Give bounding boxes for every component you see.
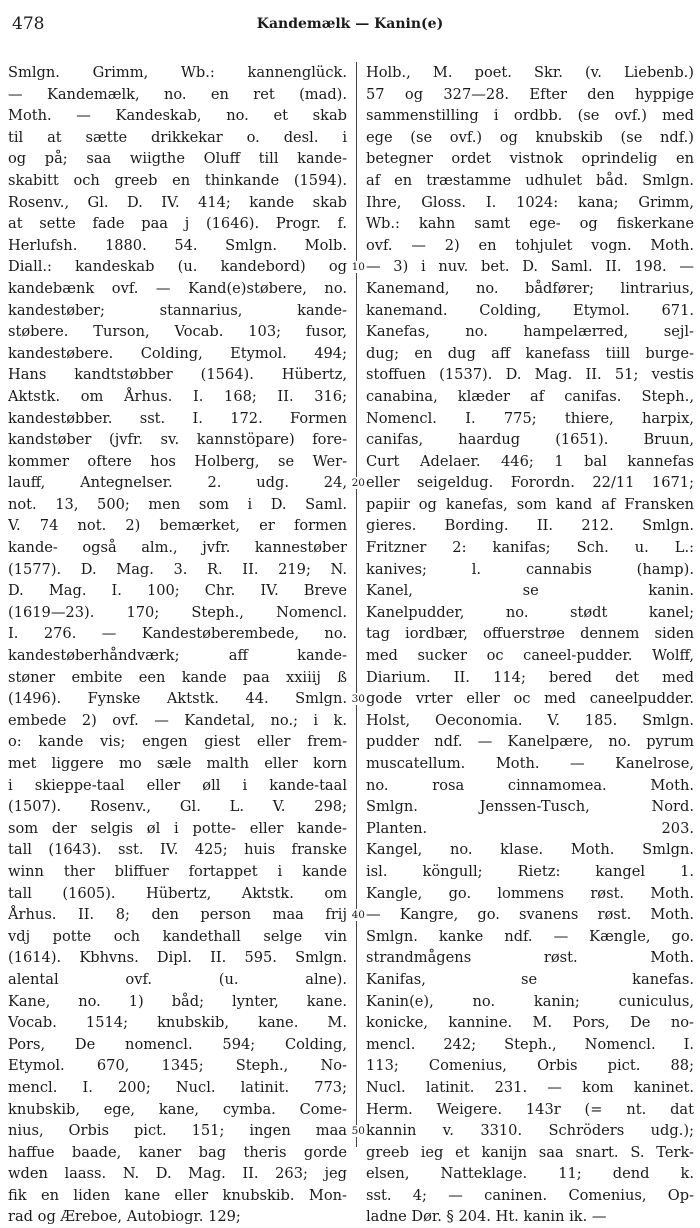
text-line: pudder ndf. — Kanelpære, no. pyrum	[366, 733, 694, 751]
text-line: (1507). Rosenv., Gl. L. V. 298;	[8, 798, 347, 816]
text-line: ege (se ovf.) og knubskib (se ndf.)	[366, 128, 694, 146]
text-line: kanemand. Colding, Etymol. 671.	[366, 301, 694, 319]
text-line: Pors, De nomencl. 594; Colding,	[8, 1035, 347, 1053]
text-line: sst. 4; — caninen. Comenius, Op-	[366, 1186, 694, 1204]
text-line: Kanin(e), no. kanin; cuniculus,	[366, 992, 694, 1010]
text-line: kandebænk ovf. — Kand(e)støbere, no.	[8, 279, 347, 297]
text-line: mencl. I. 200; Nucl. latinit. 773;	[8, 1078, 347, 1096]
text-line: Kangel, no. klase. Moth. Smlgn.	[366, 841, 694, 859]
text-line: ladne Dør. § 204. Ht. kanin ik. —	[366, 1208, 607, 1226]
text-line: stoffuen (1537). D. Mag. II. 51; vestis	[366, 366, 694, 384]
text-line: isl. köngull; Rietz: kangel 1.	[366, 862, 694, 880]
text-line: Moth. — Kandeskab, no. et skab	[8, 107, 347, 125]
left-column	[8, 62, 347, 1228]
text-line: met liggere mo sæle malth eller korn	[8, 755, 347, 772]
text-line: tall (1605). Hübertz, Aktstk. om	[8, 884, 347, 902]
text-line: Curt Adelaer. 446; 1 bal kannefas	[366, 452, 694, 470]
text-line: Kanefas, no. hampelærred, sejl-	[366, 323, 694, 341]
text-line: betegner ordet vistnok oprindelig en	[366, 150, 694, 168]
text-line: i skieppe-taal eller øll i kande-taal	[8, 776, 347, 794]
right-column	[366, 62, 694, 1228]
text-line: Kanifas, se kanefas.	[366, 970, 694, 988]
text-line: gieres. Bording. II. 212. Smlgn.	[366, 517, 694, 535]
text-line: D. Mag. I. 100; Chr. IV. Breve	[8, 582, 347, 600]
text-line: (1614). Kbhvns. Dipl. II. 595. Smlgn.	[8, 949, 347, 967]
text-line: Nomencl. I. 775; thiere, harpix,	[366, 409, 694, 427]
text-line: I. 276. — Kandestøberembede, no.	[8, 625, 347, 643]
text-line: Århus. II. 8; den person maa frij	[8, 906, 347, 924]
text-line: muscatellum. Moth. — Kanelrose,	[366, 755, 694, 772]
text-line: Kane, no. 1) båd; lynter, kane.	[8, 992, 347, 1010]
line-number: 20	[347, 477, 365, 489]
text-line: Vocab. 1514; knubskib, kane. M.	[8, 1014, 347, 1032]
text-line: at sette fade paa j (1646). Progr. f.	[8, 215, 347, 233]
text-line: Herm. Weigere. 143r (= nt. dat	[366, 1100, 694, 1118]
text-line: (1577). D. Mag. 3. R. II. 219; N.	[8, 560, 347, 578]
text-line: V. 74 not. 2) bemærket, er formen	[8, 517, 347, 535]
text-line: støbere. Turson, Vocab. 103; fusor,	[8, 323, 347, 341]
text-line: not. 13, 500; men som i D. Saml.	[8, 495, 347, 513]
text-line: Wb.: kahn samt ege- og fiskerkane	[366, 215, 694, 233]
column-divider	[356, 62, 357, 1147]
text-line: greeb ieg et kanijn saa snart. S. Terk-	[366, 1143, 694, 1161]
text-line: af en træstamme udhulet båd. Smlgn.	[366, 171, 694, 189]
text-line: og på; saa wiigthe Oluff till kande-	[8, 150, 347, 168]
text-line: ovf. — 2) en tohjulet vogn. Moth.	[366, 236, 694, 254]
text-line: skabitt och greeb en thinkande (1594).	[8, 171, 347, 189]
text-line: tall (1643). sst. IV. 425; huis franske	[8, 841, 347, 859]
page-header	[12, 14, 688, 40]
text-line: konicke, kannine. M. Pors, De no-	[366, 1014, 694, 1032]
text-line: Herlufsh. 1880. 54. Smlgn. Molb.	[8, 236, 347, 254]
text-line: haffue baade, kaner bag theris gorde	[8, 1143, 347, 1161]
text-line: nius, Orbis pict. 151; ingen maa	[8, 1122, 347, 1140]
running-head: Kandemælk — Kanin(e)	[256, 16, 444, 32]
line-number: 10	[347, 261, 365, 273]
text-line: no. rosa cinnamomea. Moth.	[366, 776, 694, 794]
text-line: Nucl. latinit. 231. — kom kaninet.	[366, 1078, 694, 1096]
text-line: (1619—23). 170; Steph., Nomencl.	[8, 603, 347, 621]
text-line: knubskib, ege, kane, cymba. Come-	[8, 1100, 347, 1118]
text-line: kommer oftere hos Holberg, se Wer-	[8, 452, 347, 470]
text-line: alental ovf. (u. alne).	[8, 970, 347, 988]
text-line: — 3) i nuv. bet. D. Saml. II. 198. —	[366, 258, 694, 276]
text-line: Aktstk. om Århus. I. 168; II. 316;	[8, 387, 347, 405]
text-line: — Kandemælk, no. en ret (mad).	[8, 85, 347, 103]
text-line: — Kangre, go. svanens røst. Moth.	[366, 906, 694, 924]
text-line: kandstøber (jvfr. sv. kannstöpare) fore-	[8, 431, 347, 449]
text-line: Diall.: kandeskab (u. kandebord) og	[8, 258, 347, 276]
text-line: 113; Comenius, Orbis pict. 88;	[366, 1057, 694, 1075]
text-line: Hans kandtstøbber (1564). Hübertz,	[8, 366, 347, 384]
text-line: gode vrter eller oc med caneelpudder.	[366, 690, 694, 708]
text-line: kanives; l. cannabis (hamp).	[366, 560, 694, 578]
text-line: Kanel, se kanin.	[366, 582, 694, 600]
text-line: (1496). Fynske Aktstk. 44. Smlgn.	[8, 690, 347, 708]
text-line: Kangle, go. lommens røst. Moth.	[366, 884, 694, 902]
text-line: Kanelpudder, no. stødt kanel;	[366, 603, 694, 621]
text-line: embede 2) ovf. — Kandetal, no.; i k.	[8, 711, 347, 729]
text-line: lauff, Antegnelser. 2. udg. 24,	[8, 474, 347, 492]
text-line: o: kande vis; engen giest eller frem-	[8, 733, 347, 751]
text-line: vdj potte och kandethall selge vin	[8, 927, 347, 945]
text-line: dug; en dug aff kanefass tiill burge-	[366, 344, 694, 362]
text-line: sammenstilling i ordbb. (se ovf.) med	[366, 107, 694, 125]
text-line: winn ther bliffuer fortappet i kande	[8, 862, 347, 880]
text-line: Kanemand, no. bådfører; lintrarius,	[366, 279, 694, 297]
text-line: Rosenv., Gl. D. IV. 414; kande skab	[8, 193, 347, 211]
line-number: 50	[347, 1125, 365, 1137]
text-line: Smlgn. kanke ndf. — Kængle, go.	[366, 927, 694, 945]
text-line: til at sætte drikkekar o. desl. i	[8, 128, 347, 146]
text-line: Smlgn. Grimm, Wb.: kannenglück.	[8, 64, 347, 81]
line-number: 40	[347, 909, 365, 921]
text-line: Diarium. II. 114; bered det med	[366, 668, 694, 686]
text-line: 57 og 327—28. Efter den hyppige	[366, 85, 694, 103]
text-line: kandestøberhåndværk; aff kande-	[8, 647, 347, 665]
text-line: tag iordbær, offuerstrøe dennem siden	[366, 625, 694, 643]
page-number: 478	[12, 14, 45, 34]
text-line: kande- også alm., jvfr. kannestøber	[8, 539, 347, 557]
text-line: canabina, klæder af canifas. Steph.,	[366, 387, 694, 405]
text-line: wden laass. N. D. Mag. II. 263; jeg	[8, 1165, 347, 1183]
text-line: Holb., M. poet. Skr. (v. Liebenb.)	[366, 64, 694, 81]
text-line: Ihre, Gloss. I. 1024: kana; Grimm,	[366, 193, 694, 211]
text-line: Holst, Oeconomia. V. 185. Smlgn.	[366, 711, 694, 729]
text-line: rad og Æreboe, Autobiogr. 129;	[8, 1208, 241, 1226]
text-line: som der selgis øl i potte- eller kande-	[8, 819, 347, 837]
text-line: kandestøber; stannarius, kande-	[8, 301, 347, 319]
text-line: fik en liden kane eller knubskib. Mon-	[8, 1186, 347, 1204]
text-line: eller seigeldug. Forordn. 22/11 1671;	[366, 474, 694, 492]
text-line: Planten. 203.	[366, 819, 694, 837]
text-line: mencl. 242; Steph., Nomencl. I.	[366, 1035, 694, 1053]
text-line: Etymol. 670, 1345; Steph., No-	[8, 1057, 347, 1075]
line-number: 30	[347, 693, 365, 705]
text-line: kandestøbere. Colding, Etymol. 494;	[8, 344, 347, 362]
text-line: Smlgn. Jenssen-Tusch, Nord.	[366, 798, 694, 816]
text-line: kandestøbber. sst. I. 172. Formen	[8, 409, 347, 427]
text-line: elsen, Natteklage. 11; dend k.	[366, 1165, 694, 1183]
text-line: med sucker oc caneel-pudder. Wolff,	[366, 647, 694, 665]
text-line: papiir og kanefas, som kand af Fransken	[366, 495, 694, 513]
text-line: strandmågens røst. Moth.	[366, 949, 694, 967]
text-line: støner embite een kande paa xxiiij ß	[8, 668, 347, 686]
text-line: kannin v. 3310. Schröders udg.);	[366, 1122, 694, 1140]
text-line: Fritzner 2: kanifas; Sch. u. L.:	[366, 539, 694, 557]
text-line: canifas, haardug (1651). Bruun,	[366, 431, 694, 449]
